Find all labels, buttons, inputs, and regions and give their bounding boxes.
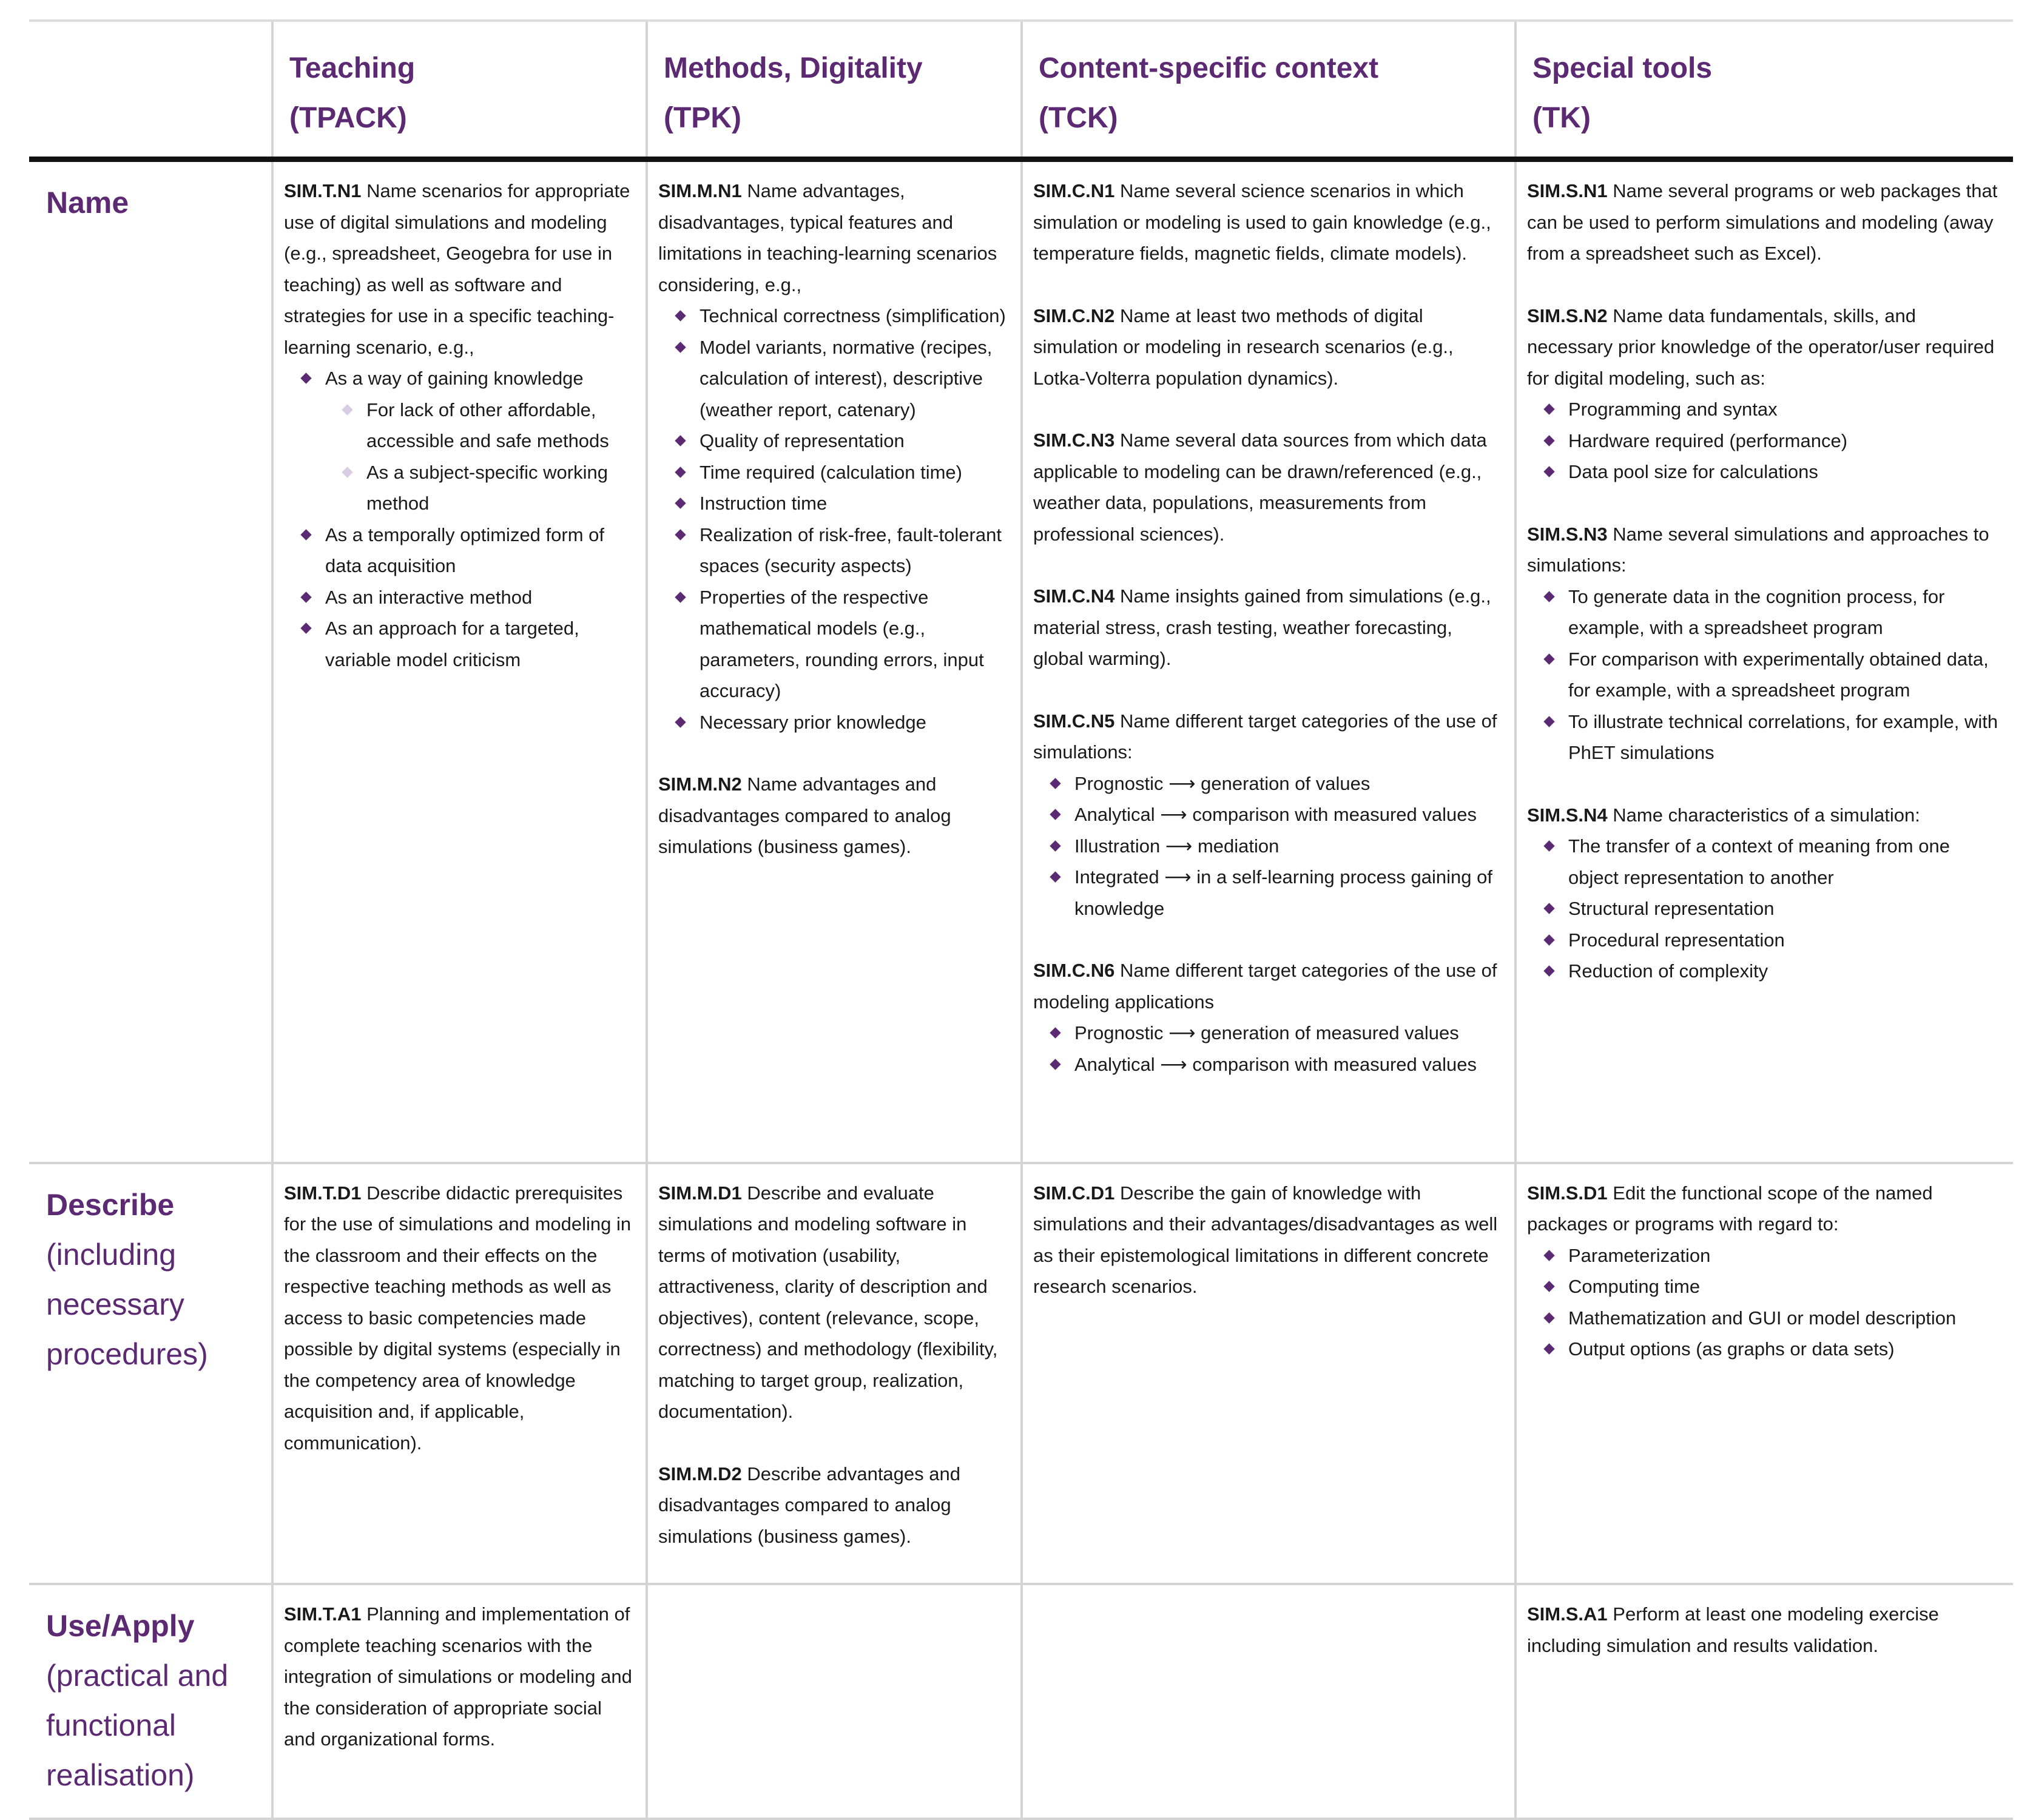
competency-item <box>1527 300 2004 488</box>
bullet-text: Mathematization and GUI or model description <box>1568 1307 1957 1329</box>
bullet-text: Data pool size for calculations <box>1568 461 1818 482</box>
cell-content <box>1517 1585 2013 1661</box>
bullet-text: Technical correctness (simplification) <box>700 305 1006 326</box>
competency-code: SIM.T.A1 <box>284 1603 362 1625</box>
competency-description: Name several data sources from which data applicable to modeling can be drawn/referenced (e.g., weather data, populations, measurements from professional sciences). <box>1033 430 1487 545</box>
competency-item <box>1033 425 1506 550</box>
table-cell <box>1515 1584 2013 1819</box>
table-cell <box>647 1163 1022 1585</box>
bullet-item <box>1568 456 2004 488</box>
column-header <box>647 21 1022 160</box>
bullet-item <box>700 300 1012 332</box>
bullet-text: Reduction of complexity <box>1568 960 1768 982</box>
table-cell <box>1515 1163 2013 1585</box>
competency-description: Name several simulations and approaches to simulations: <box>1527 523 1989 576</box>
competency-description: Name insights gained from simulations (e.g., material stress, crash testing, weather forecasting, global warming). <box>1033 585 1491 669</box>
bullet-item <box>1568 893 2004 925</box>
competency-text <box>658 1178 1012 1427</box>
competency-item <box>1527 175 2004 269</box>
header-row <box>29 21 2013 160</box>
competency-item <box>658 769 1012 863</box>
bullet-list <box>1033 1017 1506 1080</box>
column-header <box>1022 21 1515 160</box>
competency-description: Name advantages and disadvantages compared to analog simulations (business games). <box>658 774 951 857</box>
competency-item <box>1527 519 2004 769</box>
competency-text <box>284 175 637 363</box>
competency-text <box>1527 175 2004 269</box>
column-abbr: (TPACK) <box>289 102 407 134</box>
row-label <box>29 1164 271 1379</box>
bullet-text: Illustration ⟶ mediation <box>1074 835 1279 857</box>
row-label-cell <box>29 1163 272 1585</box>
bullet-list <box>1527 1240 2004 1365</box>
bullet-item <box>700 332 1012 426</box>
table-cell <box>272 1584 647 1819</box>
competency-code: SIM.C.N4 <box>1033 585 1115 607</box>
bullet-text: To illustrate technical correlations, for example, with PhET simulations <box>1568 710 1998 763</box>
bullet-text: Computing time <box>1568 1276 1701 1297</box>
sub-bullet-list <box>325 394 637 519</box>
competency-code: SIM.C.N1 <box>1033 180 1115 201</box>
row-label-subtitle: functional <box>46 1708 177 1742</box>
bullet-list <box>1527 831 2004 987</box>
competency-code: SIM.M.D2 <box>658 1463 742 1485</box>
bullet-item <box>1074 768 1506 800</box>
competency-description: Name characteristics of a simulation: <box>1613 804 1920 826</box>
row-label-cell <box>29 1584 272 1819</box>
sub-bullet-item <box>366 457 637 519</box>
table-cell <box>272 1163 647 1585</box>
bullet-list <box>1527 394 2004 488</box>
bullet-text: Procedural representation <box>1568 929 1785 951</box>
competency-description: Describe didactic prerequisites for the use of simulations and modeling in the classroom and their effects on the respective teaching methods as well as access to basic competencies made possible by digital systems (especially in the competency area of knowledge acquisition and, if applicable, communication). <box>284 1182 632 1454</box>
competency-code: SIM.T.D1 <box>284 1182 362 1204</box>
row-label-title: Name <box>46 186 129 220</box>
competency-code: SIM.C.N5 <box>1033 710 1115 732</box>
bullet-item <box>1568 644 2004 706</box>
cell-content <box>274 162 646 675</box>
bullet-text: For comparison with experimentally obtained data, for example, with a spreadsheet program <box>1568 648 1989 701</box>
bullet-item <box>1568 394 2004 425</box>
column-header-text <box>1517 22 2013 143</box>
cell-content <box>1023 1164 1514 1303</box>
competency-item <box>658 1178 1012 1427</box>
competency-item <box>1527 1178 2004 1365</box>
competency-text <box>1033 175 1506 269</box>
competency-text <box>1033 425 1506 550</box>
corner-cell <box>29 21 272 160</box>
competency-item <box>1527 1599 2004 1661</box>
competency-code: SIM.S.N3 <box>1527 523 1608 545</box>
column-title: Special tools <box>1532 52 1713 84</box>
competency-item <box>1033 955 1506 1080</box>
row-label-title: Use/Apply <box>46 1609 195 1643</box>
bullet-item <box>1568 831 2004 893</box>
bullet-item <box>1568 1240 2004 1272</box>
bullet-text: Prognostic ⟶ generation of values <box>1074 772 1371 794</box>
sub-bullet-text: As a subject-specific working method <box>366 461 608 514</box>
competency-text <box>1033 1178 1506 1303</box>
bullet-item <box>1074 799 1506 831</box>
bullet-list <box>1033 768 1506 925</box>
bullet-text: Prognostic ⟶ generation of measured values <box>1074 1022 1459 1043</box>
competency-code: SIM.S.D1 <box>1527 1182 1608 1204</box>
bullet-item <box>700 582 1012 707</box>
cell-content <box>648 162 1020 863</box>
table-cell <box>272 160 647 1163</box>
competency-text <box>1033 581 1506 675</box>
bullet-item <box>1568 706 2004 769</box>
table-cell <box>1022 1584 1515 1819</box>
bullet-text: Model variants, normative (recipes, calculation of interest), descriptive (weather report, catenary) <box>700 336 993 420</box>
column-header-text <box>648 22 1020 143</box>
column-abbr: (TPK) <box>664 102 741 134</box>
bullet-item <box>325 519 637 582</box>
cell-content <box>274 1164 646 1459</box>
bullet-text: Analytical ⟶ comparison with measured values <box>1074 804 1477 825</box>
competency-item <box>658 1458 1012 1552</box>
column-abbr: (TCK) <box>1039 102 1118 134</box>
bullet-item <box>1568 1333 2004 1365</box>
competency-item <box>1033 175 1506 269</box>
competency-item <box>284 175 637 675</box>
competency-description: Describe advantages and disadvantages compared to analog simulations (business games). <box>658 1463 960 1547</box>
table-cell <box>1022 160 1515 1163</box>
row-label-subtitle: realisation) <box>46 1758 195 1792</box>
bullet-text: Properties of the respective mathematical models (e.g., parameters, rounding errors, input accuracy) <box>700 586 984 701</box>
bullet-item <box>1074 1017 1506 1049</box>
competency-text <box>1033 955 1506 1017</box>
column-title: Methods, Digitality <box>664 52 923 84</box>
bullet-item <box>700 488 1012 519</box>
competency-code: SIM.S.N2 <box>1527 305 1608 326</box>
row-label-subtitle: (including <box>46 1237 177 1272</box>
competency-item <box>1033 300 1506 394</box>
bullet-text: Necessary prior knowledge <box>700 711 926 733</box>
competency-description: Name several science scenarios in which simulation or modeling is used to gain knowledge (e.g., temperature fields, magnetic fields, climate models). <box>1033 180 1491 264</box>
bullet-item <box>1568 1303 2004 1334</box>
row-label-title: Describe <box>46 1187 175 1222</box>
row-label-subtitle: procedures) <box>46 1336 208 1371</box>
competency-description: Name data fundamentals, skills, and necessary prior knowledge of the operator/user required for digital modeling, such as: <box>1527 305 1995 389</box>
competency-text <box>284 1599 637 1755</box>
bullet-text: Time required (calculation time) <box>700 461 963 483</box>
competency-description: Perform at least one modeling exercise including simulation and results validation. <box>1527 1603 1939 1656</box>
bullet-item <box>1074 831 1506 862</box>
bullet-text: Programming and syntax <box>1568 399 1778 420</box>
cell-content <box>274 1585 646 1755</box>
bullet-text: As an approach for a targeted, variable model criticism <box>325 618 579 670</box>
column-header-text <box>1023 22 1514 143</box>
competency-text <box>1033 706 1506 768</box>
competency-description: Planning and implementation of complete teaching scenarios with the integration of simulations or modeling and the consideration of appropriate social and organizational forms. <box>284 1603 632 1750</box>
competency-description: Name scenarios for appropriate use of digital simulations and modeling (e.g., spreadsheet, Geogebra for use in teaching) as well as software and strategies for use in a specific teaching-learning scenario, e.g., <box>284 180 630 358</box>
bullet-text: The transfer of a context of meaning from one object representation to another <box>1568 835 1950 888</box>
competency-description: Describe the gain of knowledge with simulations and their advantages/disadvantages as well as their epistemological limitations in different concrete research scenarios. <box>1033 1182 1498 1297</box>
row-label-cell <box>29 160 272 1163</box>
competency-item <box>658 175 1012 738</box>
bullet-text: Instruction time <box>700 493 828 514</box>
competency-description: Describe and evaluate simulations and modeling software in terms of motivation (usability, attractiveness, clarity of description and objectives), content (relevance, scope, correctness) and methodology (flexibility, matching to target group, realization, documentation). <box>658 1182 998 1422</box>
competency-text <box>1033 300 1506 394</box>
bullet-text: As a temporally optimized form of data acquisition <box>325 524 605 576</box>
table-cell <box>1515 160 2013 1163</box>
competency-description: Name several programs or web packages that can be used to perform simulations and modeling (away from a spreadsheet such as Excel). <box>1527 180 1998 264</box>
bullet-text: Output options (as graphs or data sets) <box>1568 1338 1895 1360</box>
row-label-subtitle: necessary <box>46 1287 184 1321</box>
column-header-text <box>274 22 646 143</box>
competency-table <box>29 19 2013 1820</box>
competency-text <box>1527 519 2004 581</box>
bullet-text: Analytical ⟶ comparison with measured values <box>1074 1053 1477 1075</box>
bullet-text: To generate data in the cognition process, for example, with a spreadsheet program <box>1568 585 1945 638</box>
table-row <box>29 1163 2013 1585</box>
competency-text <box>658 1458 1012 1552</box>
bullet-text: Structural representation <box>1568 898 1775 919</box>
table-cell <box>647 1584 1022 1819</box>
bullet-list <box>658 300 1012 738</box>
competency-description: Name at least two methods of digital simulation or modeling in research scenarios (e.g., Lotka-Volterra population dynamics). <box>1033 305 1454 389</box>
competency-item <box>284 1599 637 1755</box>
bullet-item <box>1568 925 2004 956</box>
competency-item <box>1527 800 2004 987</box>
row-label <box>29 1585 271 1800</box>
competency-text <box>658 769 1012 863</box>
competency-code: SIM.C.N3 <box>1033 430 1115 451</box>
bullet-text: Hardware required (performance) <box>1568 430 1848 451</box>
competency-code: SIM.M.N1 <box>658 180 742 201</box>
cell-content <box>1517 162 2013 987</box>
bullet-text: As a way of gaining knowledge <box>325 368 584 389</box>
competency-text <box>1527 1599 2004 1661</box>
competency-code: SIM.S.N1 <box>1527 180 1608 201</box>
row-label <box>29 162 271 228</box>
table-cell <box>647 160 1022 1163</box>
bullet-item <box>325 582 637 613</box>
bullet-item <box>325 613 637 675</box>
bullet-text: Realization of risk-free, fault-tolerant spaces (security aspects) <box>700 524 1002 576</box>
bullet-item <box>325 363 637 519</box>
bullet-item <box>700 457 1012 488</box>
competency-code: SIM.C.N6 <box>1033 960 1115 981</box>
column-header <box>272 21 647 160</box>
competency-description: Name advantages, disadvantages, typical features and limitations in teaching-learning scenarios considering, e.g., <box>658 180 997 295</box>
competency-description: Name different target categories of the use of modeling applications <box>1033 960 1497 1013</box>
competency-text <box>658 175 1012 300</box>
bullet-item <box>700 425 1012 457</box>
competency-code: SIM.S.N4 <box>1527 804 1608 826</box>
column-title: Content-specific context <box>1039 52 1379 84</box>
competency-text <box>1527 300 2004 394</box>
competency-description: Edit the functional scope of the named packages or programs with regard to: <box>1527 1182 1933 1235</box>
competency-code: SIM.T.N1 <box>284 180 362 201</box>
bullet-list <box>1527 581 2004 769</box>
cell-content <box>648 1585 1020 1599</box>
competency-code: SIM.M.N2 <box>658 774 742 795</box>
bullet-item <box>700 707 1012 738</box>
competency-description: Name different target categories of the use of simulations: <box>1033 710 1497 763</box>
column-title: Teaching <box>289 52 416 84</box>
bullet-text: Parameterization <box>1568 1244 1711 1266</box>
bullet-item <box>1568 581 2004 644</box>
competency-text <box>284 1178 637 1459</box>
bullet-text: As an interactive method <box>325 586 533 608</box>
table-row <box>29 1584 2013 1819</box>
cell-content <box>1023 162 1514 1080</box>
competency-item <box>1033 1178 1506 1303</box>
competency-code: SIM.C.D1 <box>1033 1182 1115 1204</box>
bullet-text: Integrated ⟶ in a self-learning process gaining of knowledge <box>1074 866 1492 919</box>
cell-content <box>1023 1585 1514 1599</box>
competency-code: SIM.M.D1 <box>658 1182 742 1204</box>
bullet-item <box>700 519 1012 582</box>
column-abbr: (TK) <box>1532 102 1591 134</box>
table-cell <box>1022 1163 1515 1585</box>
competency-text <box>1527 800 2004 831</box>
competency-code: SIM.C.N2 <box>1033 305 1115 326</box>
bullet-item <box>1568 1271 2004 1303</box>
bullet-item <box>1074 861 1506 924</box>
table-row <box>29 160 2013 1163</box>
bullet-item <box>1074 1049 1506 1080</box>
bullet-list <box>284 363 637 675</box>
competency-item <box>284 1178 637 1459</box>
row-label-subtitle: (practical and <box>46 1659 229 1693</box>
competency-item <box>1033 706 1506 925</box>
bullet-item <box>1568 956 2004 987</box>
column-header <box>1515 21 2013 160</box>
competency-item <box>1033 581 1506 675</box>
competency-code: SIM.S.A1 <box>1527 1603 1608 1625</box>
bullet-item <box>1568 425 2004 457</box>
bullet-text: Quality of representation <box>700 430 905 451</box>
sub-bullet-text: For lack of other affordable, accessible and safe methods <box>366 399 609 451</box>
cell-content <box>1517 1164 2013 1365</box>
sub-bullet-item <box>366 394 637 457</box>
cell-content <box>648 1164 1020 1552</box>
competency-text <box>1527 1178 2004 1240</box>
